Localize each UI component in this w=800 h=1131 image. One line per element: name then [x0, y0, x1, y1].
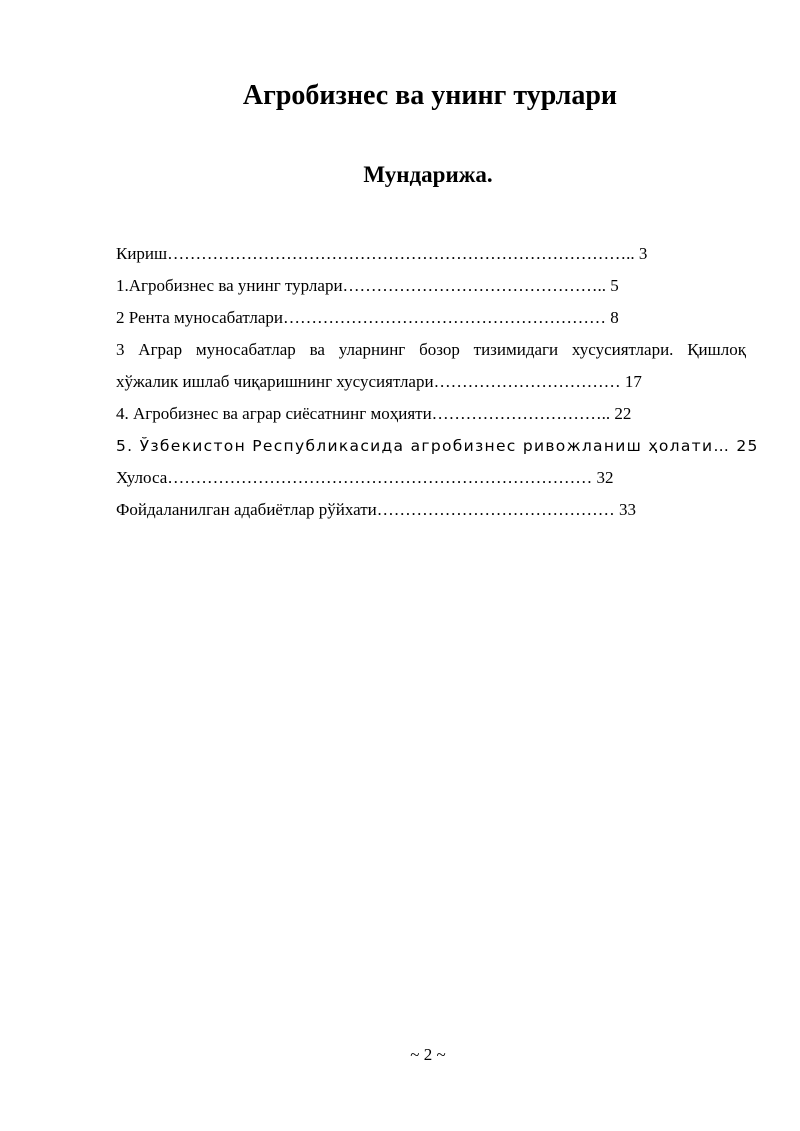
toc-entry-introduction: Кириш……………………………………………………………………….. 3 — [116, 244, 648, 263]
table-of-contents — [116, 238, 759, 526]
toc-entry-3-line-1: 3 Аграр муносабатлар ва уларнинг бозор тизимидаги хусусиятлари. Қишлоқ — [116, 340, 746, 359]
toc-entry-1: 1.Агробизнес ва унинг турлари……………………………………….. 5 — [116, 276, 619, 295]
document-title: Агробизнес ва унинг турлари — [242, 80, 618, 111]
toc-entry-3-line-2: хўжалик ишлаб чиқаришнинг хусусиятлари…………………………… 17 — [116, 372, 642, 391]
toc-entry-5: 5. Ўзбекистон Республикасида агробизнес ривожланиш ҳолати… 25 — [116, 437, 759, 455]
toc-heading: Мундарижа. — [363, 162, 493, 187]
toc-entry-conclusion: Хулоса………………………………………………………………… 32 — [116, 468, 614, 487]
page-number: ~ 2 ~ — [410, 1045, 446, 1064]
toc-entry-2: 2 Рента муносабатлари………………………………………………… 8 — [116, 308, 619, 327]
toc-entry-references: Фойдаланилган адабиётлар рўйхати…………………………………… 33 — [116, 500, 637, 519]
toc-entry-4: 4. Агробизнес ва аграр сиёсатнинг моҳияти………………………….. 22 — [116, 404, 632, 423]
